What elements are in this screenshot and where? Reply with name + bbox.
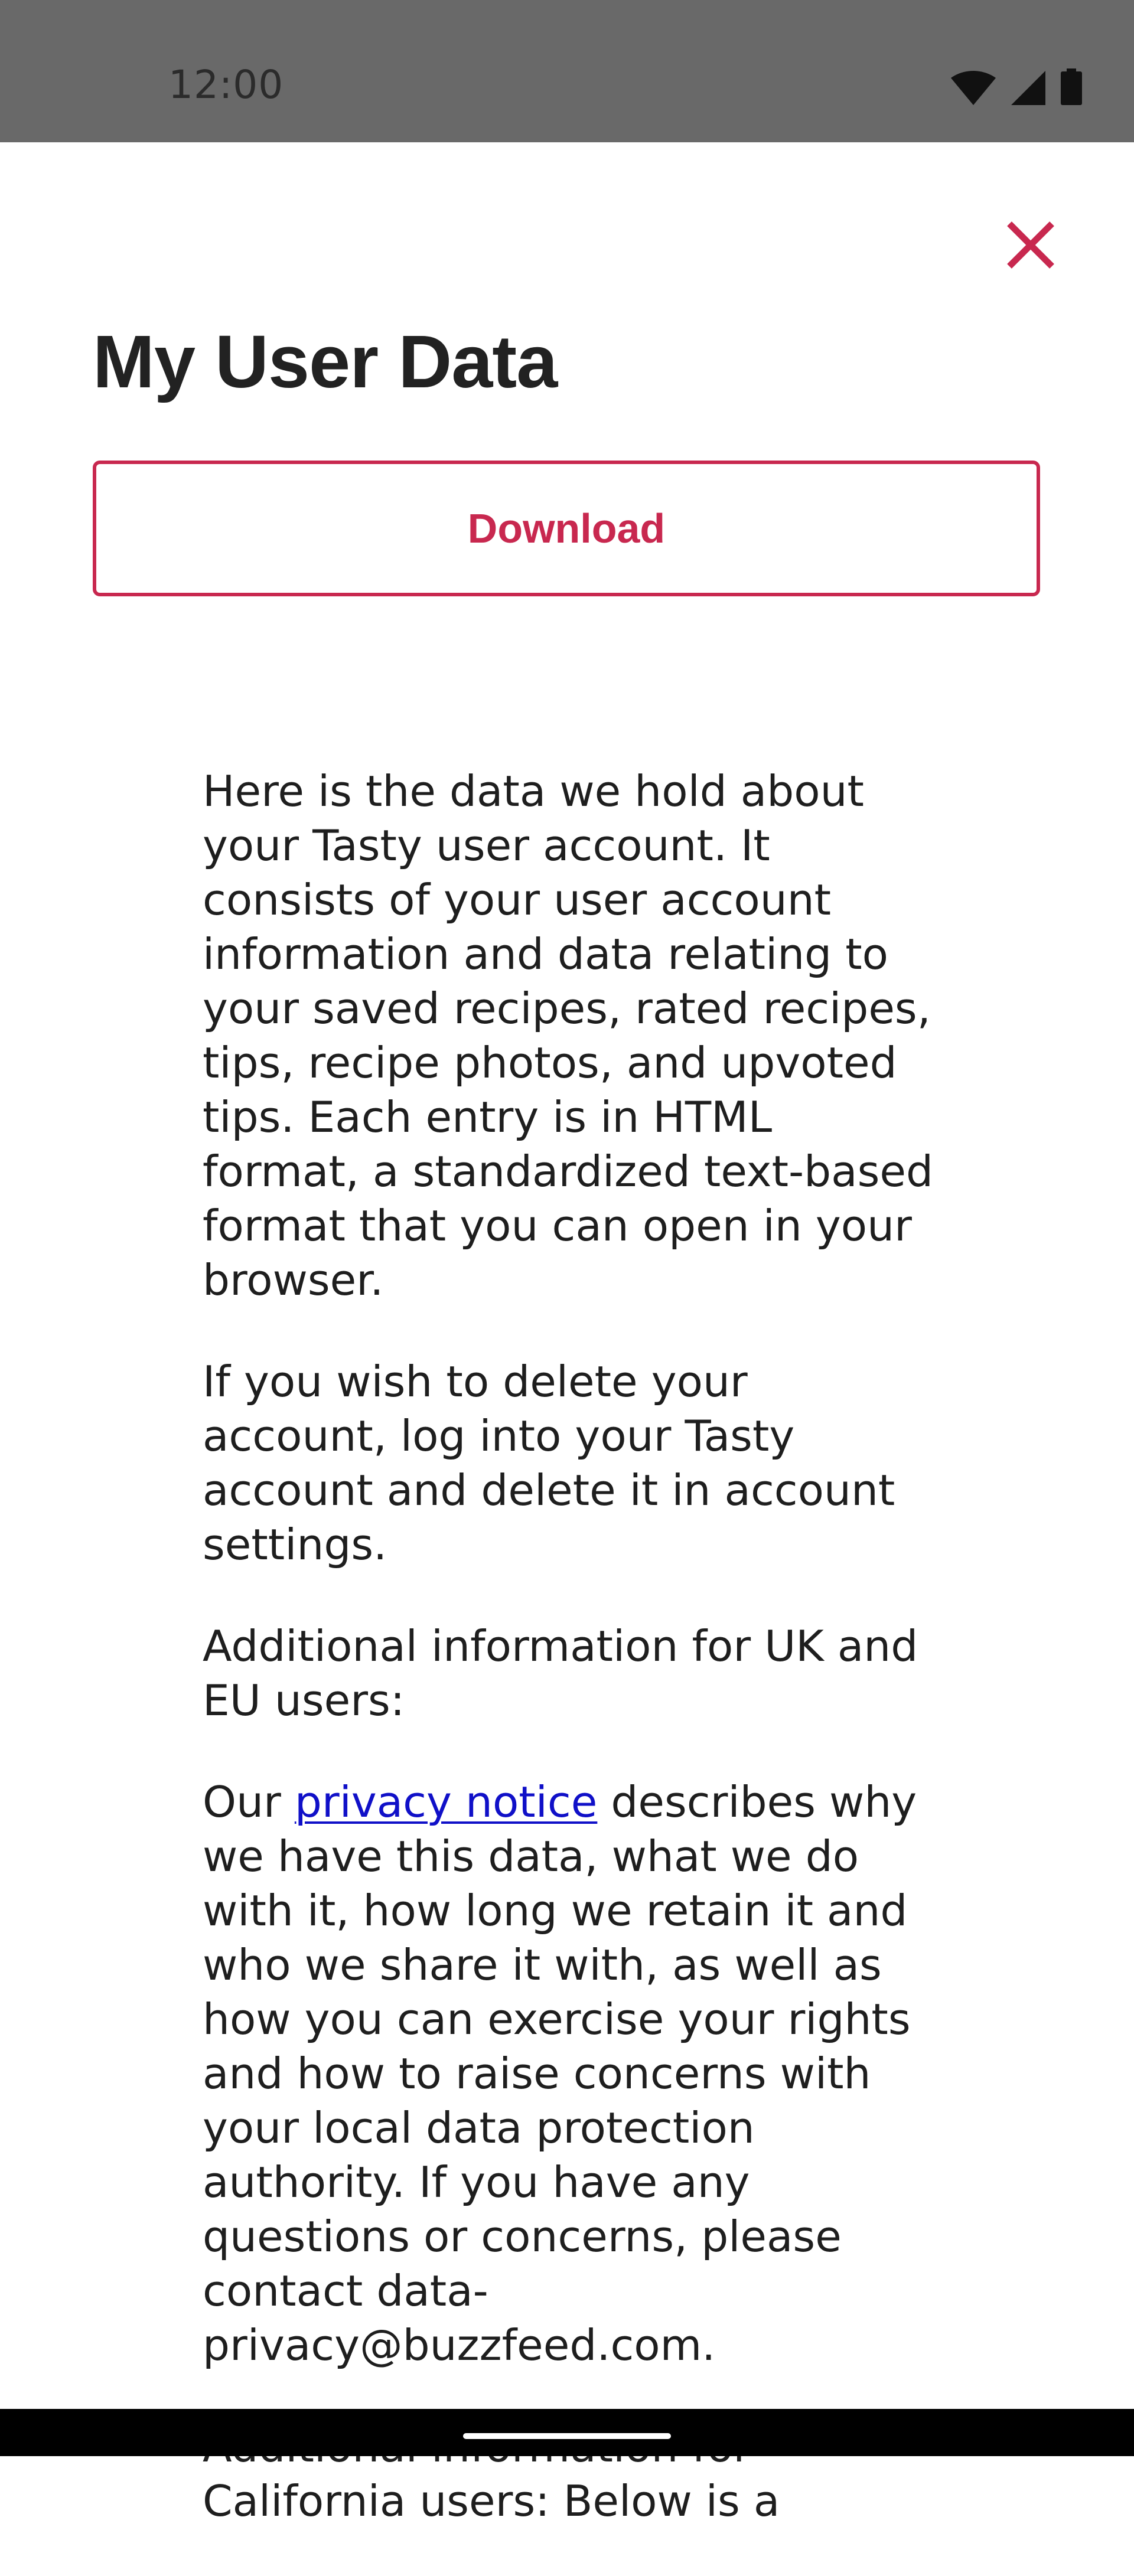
status-icons xyxy=(951,64,1082,105)
paragraph-california: California users: Below is a xyxy=(203,2477,780,2526)
status-bar xyxy=(0,0,1134,142)
download-button[interactable]: Download xyxy=(93,461,1040,596)
paragraph-privacy-notice xyxy=(203,1775,941,2373)
privacy-suffix: describes why we have this data, what we do with it, how long we retain it and who we share it with, as well as how you can exercise your rights and how to raise concerns with your local data protection authority. If you have any questions or concerns, please contact data-privacy@buzzfeed.com. xyxy=(203,1778,917,2371)
content-scroll-area[interactable] xyxy=(0,732,1134,2526)
privacy-prefix: Our xyxy=(203,1778,295,1827)
paragraph-delete-account: If you wish to delete your account, log into your Tasty account and delete it in account settings. xyxy=(203,1357,895,1570)
signal-icon xyxy=(1011,71,1045,105)
privacy-notice-link[interactable]: privacy notice xyxy=(294,1778,598,1827)
wifi-icon xyxy=(951,71,996,105)
battery-icon xyxy=(1061,68,1082,105)
navigation-bar xyxy=(0,2409,1134,2456)
close-icon xyxy=(1006,220,1055,270)
paragraph-data-held: Here is the data we hold about your Tasty user account. It consists of your user account information and data relating to your saved recipes, rated recipes, tips, recipe photos, and upvoted tips. Each entry is in HTML format, a standardized text-based format that you can open in your browser. xyxy=(203,767,933,1305)
page-title: My User Data xyxy=(93,320,558,403)
paragraph-uk-eu-heading: Additional information for UK and EU users: xyxy=(203,1622,918,1726)
close-button[interactable] xyxy=(998,213,1063,277)
status-time: 12:00 xyxy=(168,62,284,107)
user-data-description xyxy=(203,765,941,2576)
home-indicator[interactable] xyxy=(463,2433,671,2439)
